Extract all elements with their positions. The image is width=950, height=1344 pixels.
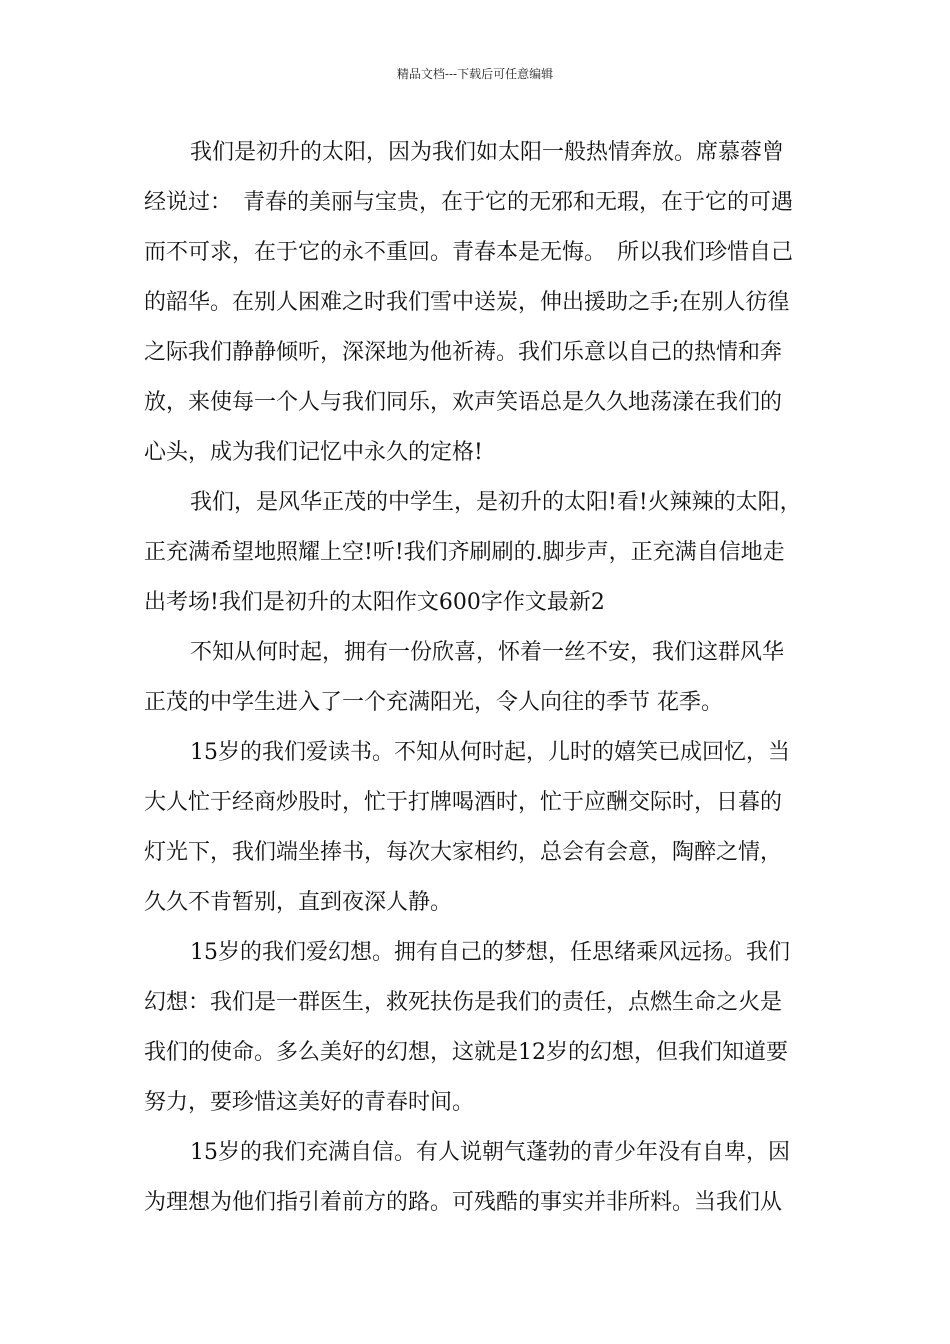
text-line: 灯光下，我们端坐捧书，每次大家相约，总会有会意，陶醉之情，: [144, 840, 783, 865]
text-line: 我们，是风华正茂的中学生，是初升的太阳!看!火辣辣的太阳，: [190, 490, 802, 515]
text-line: 出考场!我们是初升的太阳作文600字作文最新2: [144, 590, 605, 615]
paragraph: [144, 728, 834, 928]
text-line: 放，来使每一个人与我们同乐，欢声笑语总是久久地荡漾在我们的: [144, 390, 783, 415]
text-line: 心头，成为我们记忆中永久的定格!: [144, 440, 483, 465]
text-line: 15岁的我们爱读书。不知从何时起，儿时的嬉笑已成回忆，当: [190, 740, 790, 765]
text-line: 幻想：我们是一群医生，救死扶伤是我们的责任，点燃生命之火是: [144, 990, 783, 1015]
document-body: [144, 128, 834, 1228]
text-line: 15岁的我们爱幻想。拥有自己的梦想，任思绪乘风远扬。我们: [190, 940, 790, 965]
document-header: 精品文档---下载后可任意编辑: [396, 67, 554, 81]
text-line: 而不可求，在于它的永不重回。青春本是无悔。 所以我们珍惜自己: [144, 240, 794, 265]
text-line: 正充满希望地照耀上空!听!我们齐刷刷的.脚步声，正充满自信地走: [144, 540, 785, 565]
paragraph: [144, 128, 834, 478]
paragraph: [144, 628, 834, 728]
text-line: 努力，要珍惜这美好的青春时间。: [144, 1090, 475, 1115]
text-line: 为理想为他们指引着前方的路。可残酷的事实并非所料。当我们从: [144, 1190, 783, 1215]
text-line: 久久不肯暂别，直到夜深人静。: [144, 890, 453, 915]
text-line: 经说过： 青春的美丽与宝贵，在于它的无邪和无瑕，在于它的可遇: [144, 190, 794, 215]
text-line: 的韶华。在别人困难之时我们雪中送炭，伸出援助之手;在别人彷徨: [144, 290, 790, 315]
text-line: 大人忙于经商炒股时，忙于打牌喝酒时，忙于应酬交际时，日暮的: [144, 790, 783, 815]
paragraph: [144, 478, 834, 628]
text-line: 15岁的我们充满自信。有人说朝气蓬勃的青少年没有自卑，因: [190, 1140, 790, 1165]
text-line: 之际我们静静倾听，深深地为他祈祷。我们乐意以自己的热情和奔: [144, 340, 783, 365]
paragraph: [144, 928, 834, 1128]
paragraph: [144, 1128, 834, 1228]
text-line: 我们的使命。多么美好的幻想，这就是12岁的幻想，但我们知道要: [144, 1040, 788, 1065]
text-line: 正茂的中学生进入了一个充满阳光，令人向往的季节 花季。: [144, 690, 723, 715]
text-line: 不知从何时起，拥有一份欣喜，怀着一丝不安，我们这群风华: [190, 640, 785, 665]
text-line: 我们是初升的太阳，因为我们如太阳一般热情奔放。席慕蓉曾: [190, 140, 785, 165]
